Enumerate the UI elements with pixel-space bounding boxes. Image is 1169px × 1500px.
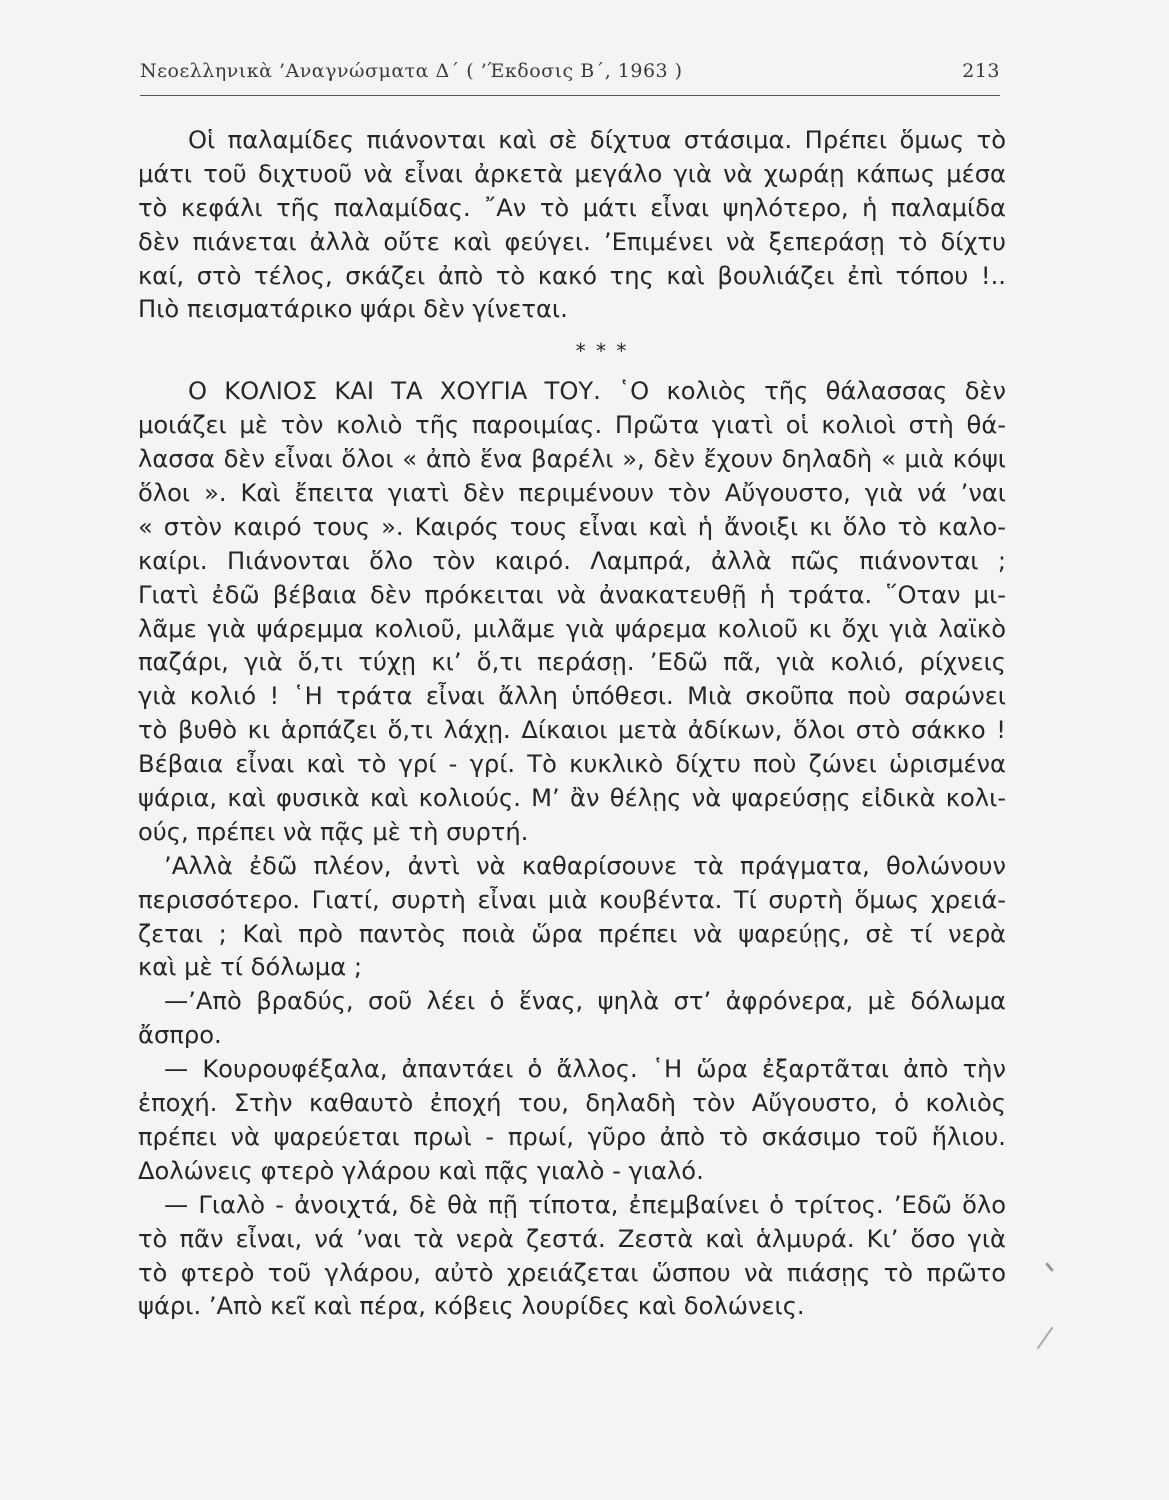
- text-line: ὅλοι ». Καὶ ἔπειτα γιατὶ δὲν περιμένουν τὸν Αὔγουστο, γιὰ νά ’ναι: [138, 479, 1006, 508]
- scan-speck: [1045, 1262, 1054, 1272]
- text-line: — Γιαλὸ - ἀνοιχτά, δὲ θὰ πῇ τίποτα, ἐπεμβαίνει ὁ τρίτος. ’Εδῶ ὅλο: [164, 1190, 1006, 1219]
- section-asterism: * * *: [575, 339, 629, 364]
- text-line: — Κουρουφέξαλα, ἀπαντάει ὁ ἄλλος. ῾Η ὥρα ἐξαρτᾶται ἀπὸ τὴν: [164, 1055, 1006, 1084]
- scan-speck: [1037, 1327, 1054, 1349]
- text-line: παζάρι, γιὰ ὅ,τι τύχῃ κι’ ὅ,τι περάσῃ. ’Εδῶ πᾶ, γιὰ κολιό, ρίχνεις: [138, 648, 1006, 677]
- text-line: ’Αλλὰ ἐδῶ πλέον, ἀντὶ νὰ καθαρίσουνε τὰ πράγματα, θολώνουν: [164, 851, 1006, 880]
- text-line: γιὰ κολιό ! ῾Η τράτα εἶναι ἄλλη ὑπόθεσι. Μιὰ σκοῦπα ποὺ σαρώνει: [138, 682, 1006, 711]
- paragraph-kolios: [138, 375, 1006, 849]
- text-line: Γιατὶ ἐδῶ βέβαια δὲν πρόκειται νὰ ἀνακατευθῇ ἡ τράτα. ῞Οταν μι-: [138, 580, 1006, 609]
- section-heading-line: Ο ΚΟΛΙΟΣ ΚΑΙ ΤΑ ΧΟΥΓΙΑ ΤΟΥ. ῾Ο κολιὸς τῆς θάλασσας δὲν: [188, 377, 1006, 406]
- running-head: [140, 60, 1000, 90]
- text-line: μοιάζει μὲ τὸν κολιὸ τῆς παροιμίας. Πρῶτα γιατὶ οἱ κολιοὶ στὴ θά-: [138, 411, 1006, 440]
- dialogue-third-speaker: [138, 1189, 1006, 1325]
- text-line: ζεται ; Καὶ πρὸ παντὸς ποιὰ ὥρα πρέπει νὰ ψαρεύῃς, σὲ τί νερὰ: [138, 919, 1006, 948]
- text-line: περισσότερο. Γιατί, συρτὴ εἶναι μιὰ κουβέντα. Τί συρτὴ ὅμως χρειά-: [138, 885, 1006, 914]
- body-text: [138, 124, 1006, 1324]
- dialogue-first-speaker: [138, 985, 1006, 1053]
- text-line: λᾶμε γιὰ ψάρεμμα κολιοῦ, μιλᾶμε γιὰ ψάρεμα κολιοῦ κι ὄχι γιὰ λαϊκὸ: [138, 614, 1006, 643]
- text-line: « στὸν καιρό τους ». Καιρός τους εἶναι καὶ ἡ ἄνοιξι κι ὅλο τὸ καλο-: [138, 512, 1006, 541]
- text-line: τὸ πᾶν εἶναι, νά ’ναι τὰ νερὰ ζεστά. Ζεστὰ καὶ ἁλμυρά. Κι’ ὅσο γιὰ: [138, 1224, 1006, 1253]
- text-line: ἐποχή. Στὴν καθαυτὸ ἐποχή του, δηλαδὴ τὸν Αὔγουστο, ὁ κολιὸς: [138, 1089, 1006, 1118]
- text-line: πρέπει νὰ ψαρεύεται πρωὶ - πρωί, γῦρο ἀπὸ τὸ σκάσιμο τοῦ ἥλιου.: [138, 1122, 1006, 1151]
- text-line: ἄσπρο.: [138, 1021, 222, 1050]
- text-line: —’Απὸ βραδύς, σοῦ λέει ὁ ἕνας, ψηλὰ στ’ ἀφρόνερα, μὲ δόλωμα: [164, 987, 1006, 1016]
- text-line: ψάρια, καὶ φυσικὰ καὶ κολιούς. Μ’ ἂν θέλῃς νὰ ψαρεύσῃς εἰδικὰ κολι-: [138, 784, 1006, 813]
- paragraph-palamides: [138, 124, 1006, 327]
- text-line: Οἱ παλαμίδες πιάνονται καὶ σὲ δίχτυα στάσιμα. Πρέπει ὅμως τὸ: [188, 126, 1006, 154]
- text-line: τὸ βυθὸ κι ἁρπάζει ὅ,τι λάχῃ. Δίκαιοι μετὰ ἀδίκων, ὅλοι στὸ σάκκο !: [138, 716, 1006, 745]
- text-line: τὸ φτερὸ τοῦ γλάρου, αὐτὸ χρειάζεται ὥσπου νὰ πιάσῃς τὸ πρῶτο: [138, 1258, 1006, 1287]
- text-line: λασσα δὲν εἶναι ὅλοι « ἀπὸ ἕνα βαρέλι », δὲν ἔχουν δηλαδὴ « μιὰ κόψι: [138, 445, 1006, 474]
- text-line: μάτι τοῦ διχτυοῦ νὰ εἶναι ἀρκετὰ μεγάλο γιὰ νὰ χωράῃ κάπως μέσα: [138, 159, 1006, 188]
- text-line: τὸ κεφάλι τῆς παλαμίδας. ῎Αν τὸ μάτι εἶναι ψηλότερο, ἡ παλαμίδα: [138, 193, 1006, 222]
- text-line: δὲν πιάνεται ἀλλὰ οὔτε καὶ φεύγει. ’Επιμένει νὰ ξεπεράσῃ τὸ δίχτυ: [138, 227, 1006, 256]
- header-rule: [140, 95, 1000, 96]
- page-number: 213: [962, 60, 1000, 82]
- text-line: καί, στὸ τέλος, σκάζει ἀπὸ τὸ κακό της καὶ βουλιάζει ἐπὶ τόπου !..: [138, 261, 1006, 290]
- paragraph-syrti: [138, 850, 1006, 986]
- text-line: ψάρι. ’Απὸ κεῖ καὶ πέρα, κόβεις λουρίδες καὶ δολώνεις.: [138, 1292, 805, 1321]
- text-line: καίρι. Πιάνονται ὅλο τὸν καιρό. Λαμπρά, ἀλλὰ πῶς πιάνονται ;: [138, 546, 1006, 575]
- dialogue-second-speaker: [138, 1053, 1006, 1189]
- text-line: Βέβαια εἶναι καὶ τὸ γρί - γρί. Τὸ κυκλικὸ δίχτυ ποὺ ζώνει ὡρισμένα: [138, 750, 1006, 779]
- text-line: ούς, πρέπει νὰ πᾷς μὲ τὴ συρτή.: [138, 817, 529, 846]
- running-title: Νεοελληνικὰ ’Αναγνώσματα Δ΄ ( ’Έκδοσις Β΄, 1963 ): [140, 60, 683, 82]
- text-line: Πιὸ πεισματάρικο ψάρι δὲν γίνεται.: [138, 295, 568, 324]
- text-line: καὶ μὲ τί δόλωμα ;: [138, 953, 362, 982]
- text-line: Δολώνεις φτερὸ γλάρου καὶ πᾷς γιαλὸ - γιαλό.: [138, 1156, 704, 1185]
